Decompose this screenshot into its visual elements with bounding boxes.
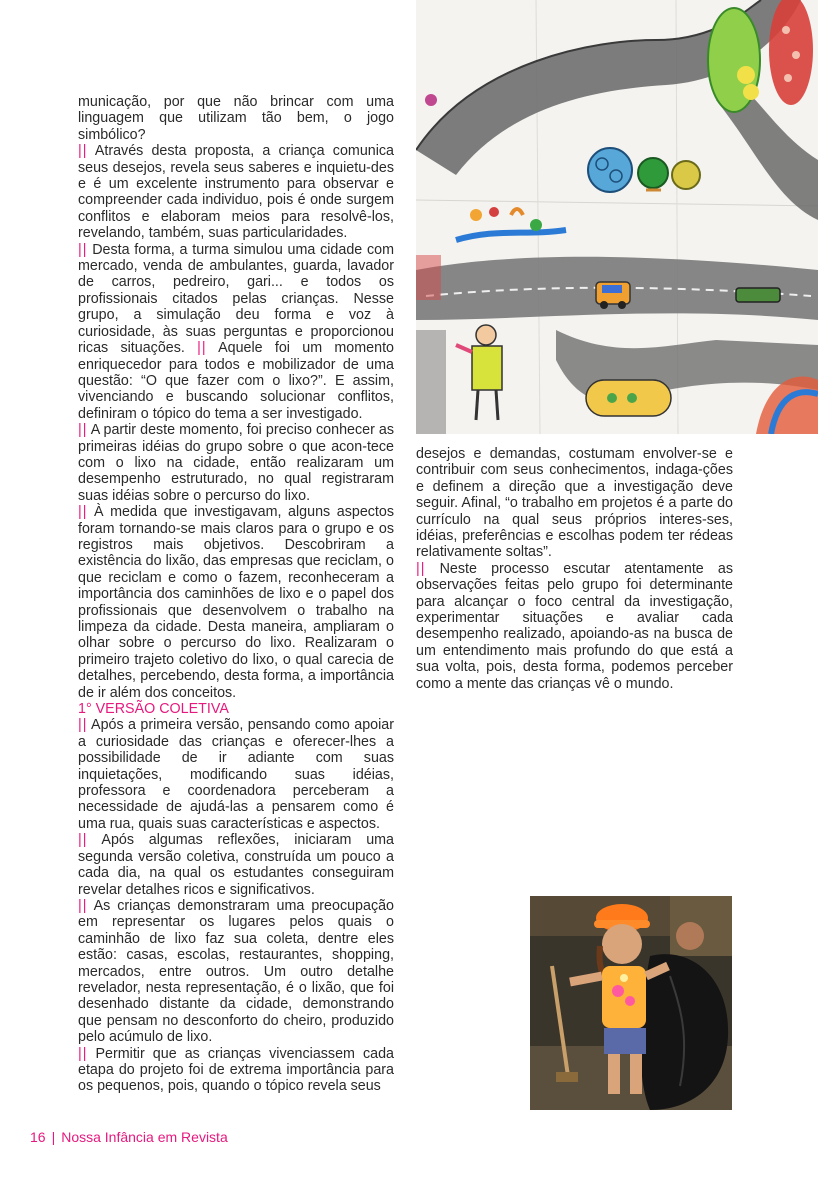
paragraph-marker: || — [78, 143, 88, 160]
paragraph: || Desta forma, a turma simulou uma cidade com mercado, venda de ambulantes, guarda, lavador de carros, pedreiro, gari... e todos os profissionais citados pelas crianças. Nesse grupo, a simulação deu forma e voz à curiosidade, às suas perguntas e proporcionou ricas situações. || Aquele foi um momento enriquecedor para todos e mobilizador de uma questão: “O que fazer com o lixo?”. E assim, vivenciando e buscando solucionar conflitos, definiram o tópico do tema a ser investigado. — [78, 241, 394, 422]
paragraph-marker: || — [78, 422, 88, 439]
paragraph: || A partir deste momento, foi preciso conhecer as primeiras idéias do grupo sobre o que acon-tece com o lixo na cidade, então realizaram um desempenho estruturado, no qual registraram suas idéias sobre o percurso do lixo. — [78, 422, 394, 504]
paragraph-marker: || — [78, 717, 88, 734]
section-title: 1° VERSÃO COLETIVA — [78, 701, 229, 718]
paragraph-marker: || — [416, 560, 426, 577]
footer-separator: | — [51, 1129, 56, 1145]
paragraph-marker: || — [78, 897, 88, 914]
paragraph: desejos e demandas, costumam envolver-se e contribuir com seus conhecimentos, indaga-ções e definem a direção que a investigação deve seguir. Afinal, “o trabalho em projetos é a parte do currículo na qual seus próprios interes-ses, idéias, preferências e escolhas podem ter rédeas relativamente soltas”. — [416, 446, 733, 561]
paragraph: || As crianças demonstraram uma preocupação em representar os lugares pelos quais o caminhão de lixo faz sua coleta, dentre eles estão: casas, escolas, restaurantes, shopping, mercados, entre outros. Um outro detalhe revelador, nesta representação, é o lixão, que foi desenhado distante da cidade, demonstrando que pensam no desconforto do cheiro, produzido pelo acúmulo de lixo. — [78, 897, 394, 1046]
publication-name: Nossa Infância em Revista — [61, 1129, 228, 1145]
page-footer — [30, 1129, 228, 1145]
paragraph: || À medida que investigavam, alguns aspectos foram tornando-se mais claros para o grupo e os registros mais objetivos. Descobriram a existência do lixão, das empresas que reciclam, o que reciclam e como o fazem, reconheceram a importância dos caminhões de lixo e o papel dos profissionais que desenvolvem o trabalho na limpeza da cidade. Desta maneira, ampliaram o olhar sobre o percurso do lixo. Realizaram o primeiro trajeto coletivo do lixo, o qual carecia de detalhes, percebendo, desta forma, a importância de ir além dos conceitos. — [78, 504, 394, 701]
paragraph: municação, por que não brincar com uma linguagem que utilizam tão bem, o jogo simbólico? — [78, 94, 394, 143]
paragraph-marker: || — [78, 832, 88, 849]
paragraph-marker: || — [78, 241, 88, 258]
left-column — [78, 94, 394, 1095]
paragraph: || Através desta proposta, a criança comunica seus desejos, revela seus saberes e inquietu-des e é um excelente instrumento para observar e compreender cada individuo, pois é onde surgem conflitos e elaboram meios para resolvê-los, revelando, também, suas particularidades. — [78, 143, 394, 242]
children-drawing-image — [416, 0, 818, 434]
paragraph: || Permitir que as crianças vivenciassem cada etapa do projeto foi de extrema importância para os pequenos, pois, quando o tópico revela seus — [78, 1045, 394, 1095]
child-photo-image — [530, 896, 732, 1110]
paragraph-marker: || — [197, 340, 207, 357]
right-column — [416, 446, 733, 692]
paragraph: || Após algumas reflexões, iniciaram uma segunda versão coletiva, construída um pouco a cada dia, na qual os estudantes conseguiram revelar detalhes ricos e significativos. — [78, 832, 395, 898]
page-number: 16 — [30, 1129, 46, 1145]
paragraph-marker: || — [78, 504, 88, 521]
paragraph: || Após a primeira versão, pensando como apoiar a curiosidade das crianças e oferecer-lhes a possibilidade de ir adiante com suas inquietações, modificando suas idéias, professora e coordenadora perceberam a necessidade de ajudá-las a pensarem como é uma rua, quais suas características e aspectos. — [78, 717, 394, 832]
paragraph: || Neste processo escutar atentamente as observações feitas pelo grupo foi determinante para alcançar o foco central da investigação, experimentar situações e avaliar cada desempenho realizado, apoiando-as na busca de um entendimento mais profundo do que está a sua volta, pois, desta forma, podemos perceber como a mente das crianças vê o mundo. — [416, 560, 733, 692]
paragraph-marker: || — [78, 1045, 88, 1062]
